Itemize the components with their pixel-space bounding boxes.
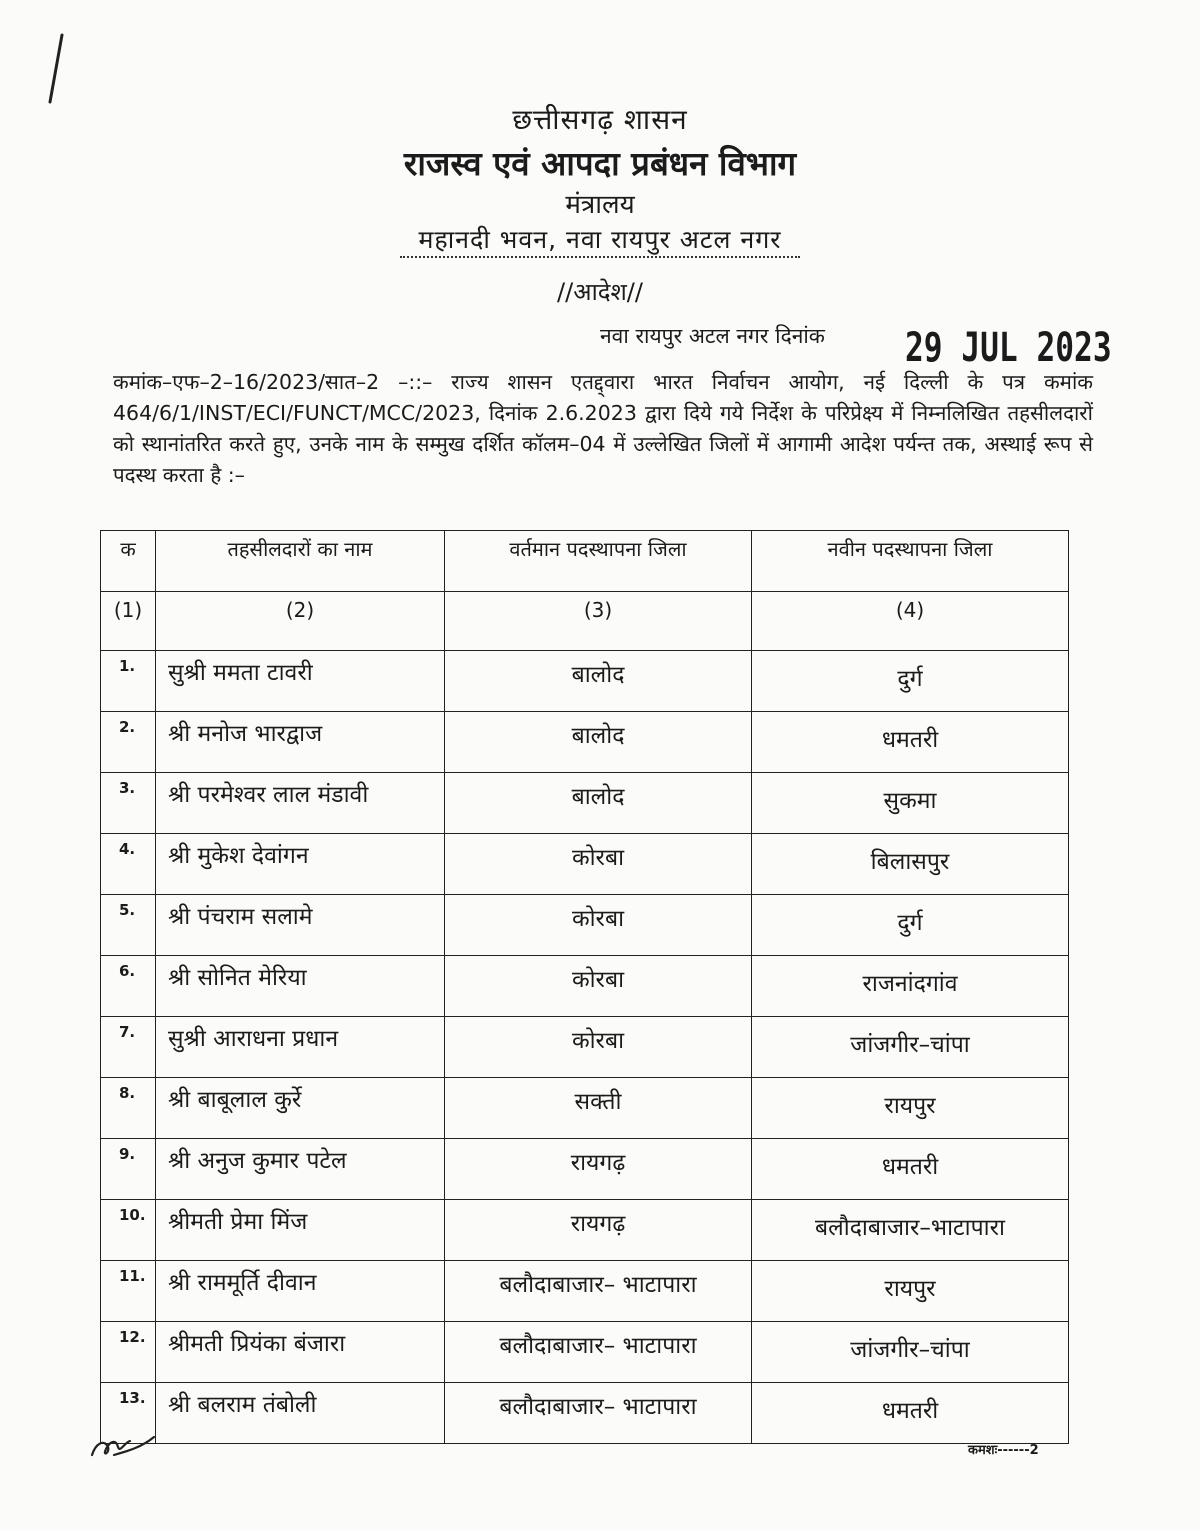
header-name: तहसीलदारों का नाम bbox=[156, 531, 445, 592]
new-district-cell: दुर्ग bbox=[752, 651, 1069, 712]
new-district-cell: सुकमा bbox=[752, 773, 1069, 834]
table-row bbox=[101, 1261, 1069, 1322]
column-number-row bbox=[101, 592, 1069, 651]
table-row bbox=[101, 773, 1069, 834]
new-district-cell: बलौदाबाजार–भाटापारा bbox=[752, 1200, 1069, 1261]
new-district-cell: बिलासपुर bbox=[752, 834, 1069, 895]
column-number: (1) bbox=[101, 592, 156, 651]
government-name: छत्तीसगढ़ शासन bbox=[512, 103, 688, 136]
current-district-cell: बलौदाबाजार– भाटापारा bbox=[445, 1383, 752, 1444]
column-number: (2) bbox=[156, 592, 445, 651]
address-underline bbox=[400, 256, 800, 258]
office-address: महानदी भवन, नवा रायपुर अटल नगर bbox=[418, 225, 782, 254]
current-district-cell: सक्ती bbox=[445, 1078, 752, 1139]
serial-number-cell: 5. bbox=[101, 895, 156, 956]
current-district-cell: बालोद bbox=[445, 651, 752, 712]
table-row bbox=[101, 1139, 1069, 1200]
current-district-cell: कोरबा bbox=[445, 1017, 752, 1078]
officer-name-cell: श्रीमती प्रियंका बंजारा bbox=[156, 1322, 445, 1383]
ministry-label: मंत्रालय bbox=[565, 190, 635, 220]
transfer-table bbox=[100, 530, 1069, 1444]
officer-name-cell: सुश्री ममता टावरी bbox=[156, 651, 445, 712]
officer-name-cell: श्री राममूर्ति दीवान bbox=[156, 1261, 445, 1322]
current-district-cell: रायगढ़ bbox=[445, 1139, 752, 1200]
department-name: राजस्व एवं आपदा प्रबंधन विभाग bbox=[403, 144, 797, 183]
officer-name-cell: श्री बलराम तंबोली bbox=[156, 1383, 445, 1444]
serial-number-cell: 7. bbox=[101, 1017, 156, 1078]
new-district-cell: राजनांदगांव bbox=[752, 956, 1069, 1017]
table-header-row bbox=[101, 531, 1069, 592]
current-district-cell: बलौदाबाजार– भाटापारा bbox=[445, 1261, 752, 1322]
header-new-district: नवीन पदस्थापना जिला bbox=[752, 531, 1069, 592]
dateline-label: नवा रायपुर अटल नगर दिनांक bbox=[600, 324, 825, 348]
current-district-cell: कोरबा bbox=[445, 834, 752, 895]
serial-number-cell: 11. bbox=[101, 1261, 156, 1322]
serial-number-cell: 4. bbox=[101, 834, 156, 895]
table-row bbox=[101, 895, 1069, 956]
new-district-cell: धमतरी bbox=[752, 1139, 1069, 1200]
serial-number-cell: 12. bbox=[101, 1322, 156, 1383]
serial-number-cell: 10. bbox=[101, 1200, 156, 1261]
current-district-cell: बालोद bbox=[445, 712, 752, 773]
serial-number-cell: 2. bbox=[101, 712, 156, 773]
officer-name-cell: श्री परमेश्वर लाल मंडावी bbox=[156, 773, 445, 834]
serial-number-cell: 13. bbox=[101, 1383, 156, 1444]
order-title: //आदेश// bbox=[557, 278, 643, 306]
new-district-cell: धमतरी bbox=[752, 712, 1069, 773]
date-stamp: 29 JUL 2023 bbox=[905, 325, 1112, 371]
officer-name-cell: श्री मनोज भारद्वाज bbox=[156, 712, 445, 773]
table-row bbox=[101, 1383, 1069, 1444]
current-district-cell: रायगढ़ bbox=[445, 1200, 752, 1261]
table-row bbox=[101, 651, 1069, 712]
officer-name-cell: श्री सोनित मेरिया bbox=[156, 956, 445, 1017]
table-row bbox=[101, 1017, 1069, 1078]
table-row bbox=[101, 1200, 1069, 1261]
signature-mark bbox=[84, 1425, 164, 1465]
table-row bbox=[101, 956, 1069, 1017]
new-district-cell: धमतरी bbox=[752, 1383, 1069, 1444]
table-row bbox=[101, 1078, 1069, 1139]
officer-name-cell: श्रीमती प्रेमा मिंज bbox=[156, 1200, 445, 1261]
new-district-cell: जांजगीर–चांपा bbox=[752, 1017, 1069, 1078]
serial-number-cell: 1. bbox=[101, 651, 156, 712]
current-district-cell: कोरबा bbox=[445, 895, 752, 956]
margin-pen-mark bbox=[40, 30, 80, 110]
order-body-paragraph: कमांक–एफ–2–16/2023/सात–2 –::– राज्य शासन एतद्द्वारा भारत निर्वाचन आयोग, नई दिल्ली के पत्र कमांक 464/6/1/INST/ECI/FUNCT/MCC/2023, दिनांक 2.6.2023 द्वारा दिये गये निर्देश के परिप्रेक्ष्य में निम्नलिखित तहसीलदारों को स्थानांतरित करते हुए, उनके नाम के सम्मुख दर्शित कॉलम–04 में उल्लेखित जिलों में आगामी आदेश पर्यन्त तक, अस्थाई रूप से पदस्थ करता है :– bbox=[113, 370, 1093, 487]
officer-name-cell: श्री अनुज कुमार पटेल bbox=[156, 1139, 445, 1200]
serial-number-cell: 9. bbox=[101, 1139, 156, 1200]
officer-name-cell: श्री पंचराम सलामे bbox=[156, 895, 445, 956]
serial-number-cell: 6. bbox=[101, 956, 156, 1017]
column-number: (3) bbox=[445, 592, 752, 651]
new-district-cell: रायपुर bbox=[752, 1078, 1069, 1139]
serial-number-cell: 3. bbox=[101, 773, 156, 834]
table-row bbox=[101, 834, 1069, 895]
new-district-cell: जांजगीर–चांपा bbox=[752, 1322, 1069, 1383]
officer-name-cell: सुश्री आराधना प्रधान bbox=[156, 1017, 445, 1078]
new-district-cell: रायपुर bbox=[752, 1261, 1069, 1322]
officer-name-cell: श्री बाबूलाल कुर्रे bbox=[156, 1078, 445, 1139]
table-row bbox=[101, 712, 1069, 773]
column-number: (4) bbox=[752, 592, 1069, 651]
table-row bbox=[101, 1322, 1069, 1383]
current-district-cell: बलौदाबाजार– भाटापारा bbox=[445, 1322, 752, 1383]
page-continuation: कमशः------2 bbox=[968, 1443, 1039, 1458]
officer-name-cell: श्री मुकेश देवांगन bbox=[156, 834, 445, 895]
header-current-district: वर्तमान पदस्थापना जिला bbox=[445, 531, 752, 592]
header-serial: क bbox=[101, 531, 156, 592]
serial-number-cell: 8. bbox=[101, 1078, 156, 1139]
new-district-cell: दुर्ग bbox=[752, 895, 1069, 956]
current-district-cell: बालोद bbox=[445, 773, 752, 834]
current-district-cell: कोरबा bbox=[445, 956, 752, 1017]
